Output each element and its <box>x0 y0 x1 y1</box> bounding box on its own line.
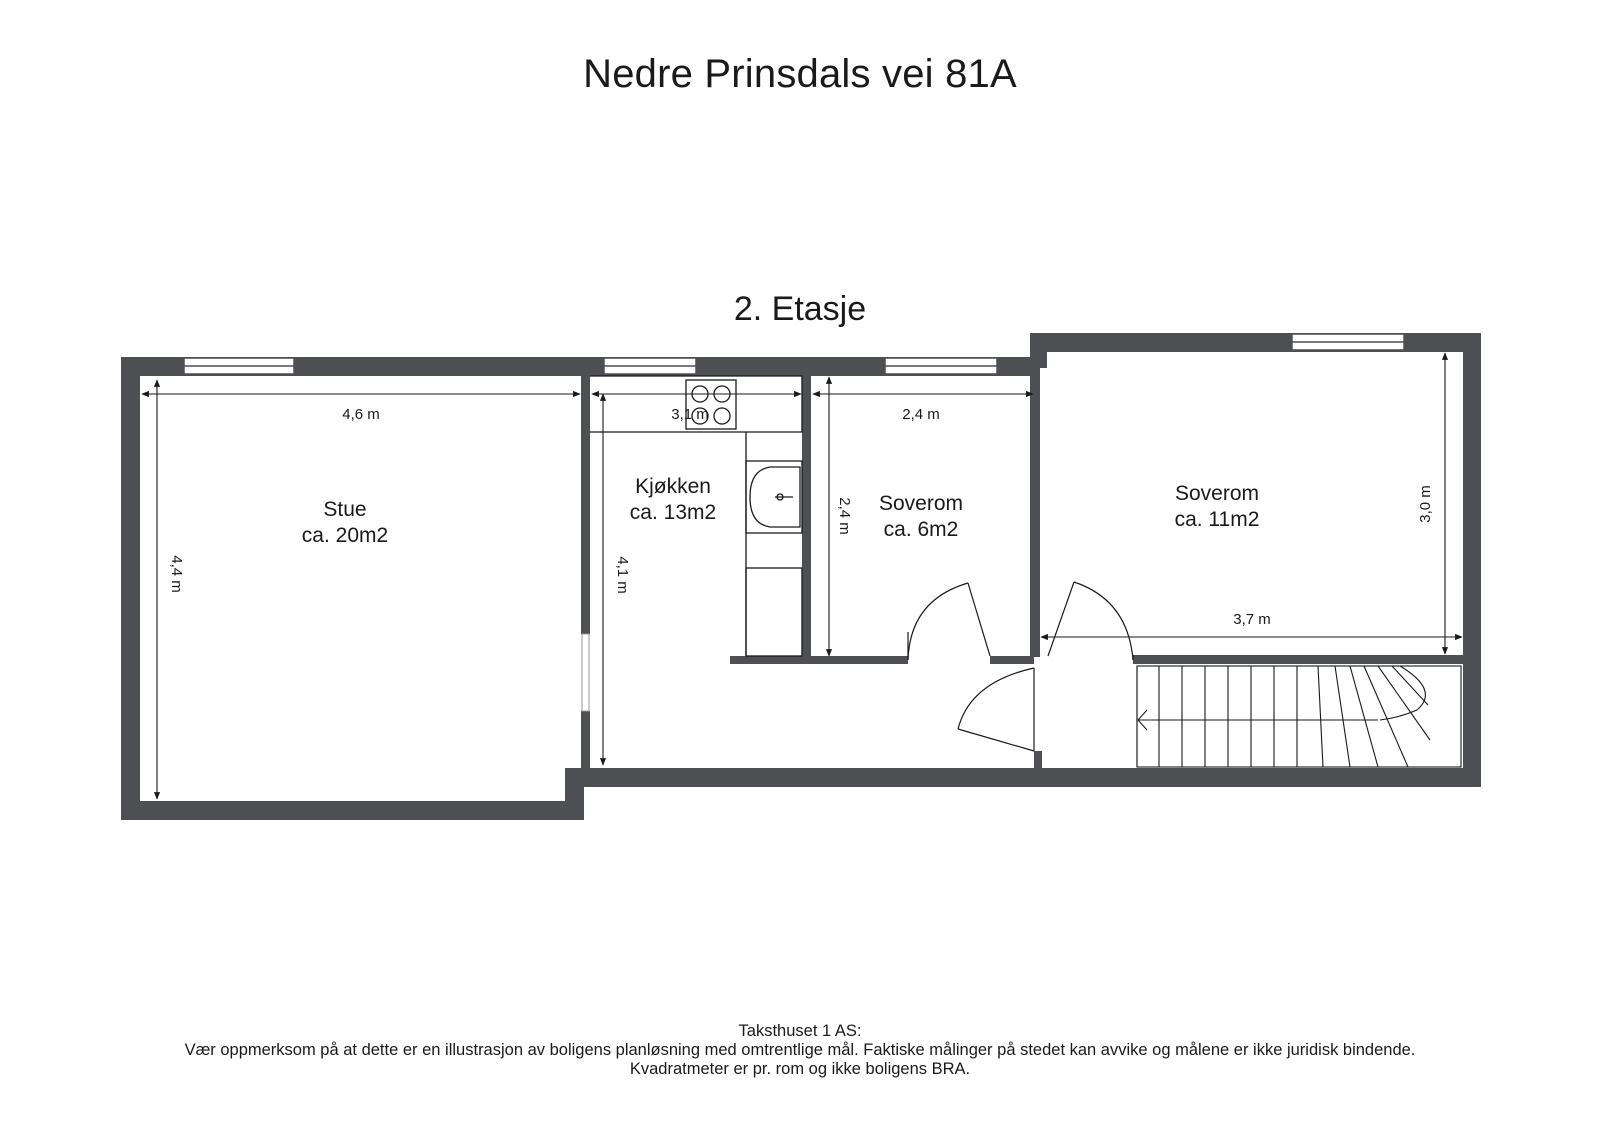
room-area-stue: ca. 20m2 <box>301 524 389 547</box>
wall-kjokken-soverom <box>802 376 811 656</box>
room-area-kjokken: ca. 13m2 <box>629 501 717 524</box>
dim-label-stue-height: 4,4 m <box>168 555 185 593</box>
wall-soverom-divider <box>1030 352 1040 657</box>
stairs <box>1137 666 1461 767</box>
dim-label-stue-width: 4,6 m <box>342 406 380 423</box>
dim-label-soverom-large-width: 3,7 m <box>1233 611 1271 628</box>
wall-bottom-main <box>565 768 1481 787</box>
footer <box>0 1022 1600 1079</box>
room-name-soverom-small: Soverom <box>878 492 964 515</box>
dim-label-soverom-large-height: 3,0 m <box>1417 485 1434 523</box>
room-name-soverom-large: Soverom <box>1174 482 1260 505</box>
wall-bottom-stue <box>121 801 584 820</box>
room-name-stue: Stue <box>323 498 367 521</box>
wall-outer-right <box>1463 333 1481 787</box>
footer-company: Taksthuset 1 AS: <box>738 1022 862 1040</box>
dim-label-kjokken-width: 3,1 m <box>671 406 709 423</box>
wall-top-right <box>1030 333 1481 352</box>
fridge <box>746 568 802 656</box>
door-hall <box>958 668 1034 751</box>
door-soverom-small <box>908 583 990 660</box>
room-area-soverom-small: ca. 6m2 <box>883 518 959 541</box>
wall-hall-divider <box>1034 751 1042 768</box>
dim-label-soverom-small-height: 2,4 m <box>836 497 853 535</box>
wall-large-bottom-b <box>1133 655 1463 664</box>
walls <box>121 333 1481 820</box>
floor-title: 2. Etasje <box>733 290 867 328</box>
room-name-kjokken: Kjøkken <box>635 475 711 498</box>
opening-stue-kjokken <box>582 634 589 711</box>
stair-outline <box>1137 666 1461 767</box>
wall-outer-left <box>121 357 140 820</box>
footer-disclaimer: Vær oppmerksom på at dette er en illustrasjon av boligens planløsning med omtrentlige mål. Faktiske målinger på stedet kan avvike og målene er ikke juridisk bindende. <box>184 1041 1416 1059</box>
door-soverom-large <box>1048 582 1133 660</box>
wall-soverom-bottom-a <box>730 656 908 664</box>
dim-label-kjokken-height: 4,1 m <box>614 556 631 594</box>
doors <box>908 582 1133 751</box>
wall-stue-kjokken-upper <box>581 376 590 634</box>
sink <box>746 461 802 533</box>
room-area-soverom-large: ca. 11m2 <box>1174 508 1260 531</box>
wall-soverom-bottom-b <box>990 656 1034 664</box>
dim-label-soverom-small-width: 2,4 m <box>902 406 940 423</box>
address-title: Nedre Prinsdals vei 81A <box>583 52 1017 96</box>
footer-note: Kvadratmeter er pr. rom og ikke boligens BRA. <box>629 1060 971 1078</box>
wall-stue-kjokken-lower <box>581 711 590 768</box>
